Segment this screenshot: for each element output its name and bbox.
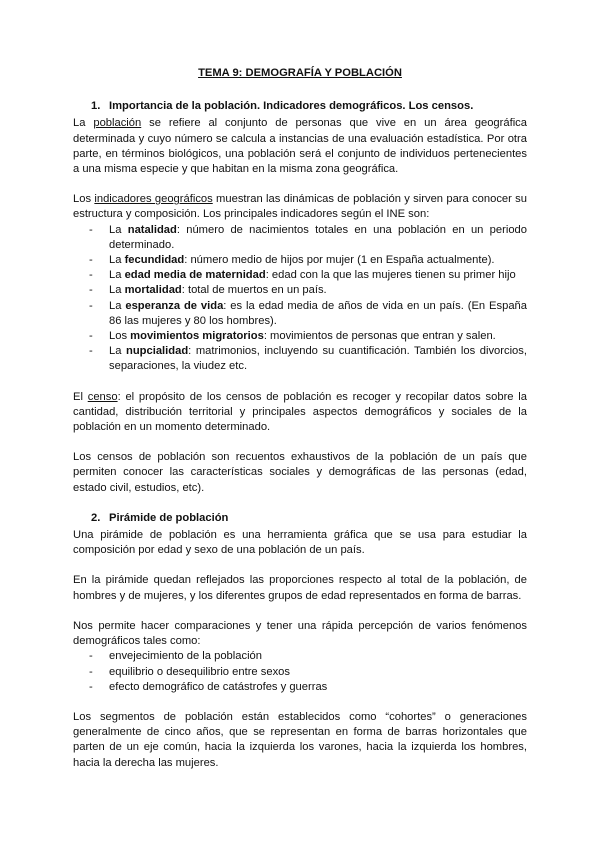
text-fragment: La [73,117,94,130]
list-item [73,665,527,680]
term-poblacion: población [93,117,142,130]
page-title: TEMA 9: DEMOGRAFÍA Y POBLACIÓN [198,67,402,79]
indicator-description: : es la edad media de años de vida en un país. (En España 86 las mujeres y 80 los hombres). [109,299,527,327]
bullet-dash: - [89,650,93,663]
indicator-term: edad media de maternidad [124,269,266,282]
list-item [73,253,527,268]
list-item [73,223,527,253]
paragraph-piramide-def: Una pirámide de población es una herramienta gráfica que se usa para estudiar la composición por edad y sexo de una población de un país. [73,529,527,557]
section-2-heading-text: Pirámide de población [109,511,229,524]
list-item-text: efecto demográfico de catástrofes y guerras [109,680,328,693]
indicator-description: : matrimonios, incluyendo su cuantificación. También los divorcios, separaciones, la viudez etc. [109,345,527,373]
indicator-description: : edad con la que las mujeres tienen su primer hijo [265,269,516,282]
list-item-text: envejecimiento de la población [109,650,262,663]
bullet-dash: - [89,254,93,267]
text-fragment: muestran las dinámicas de población y sirven para conocer su estructura y composición. Los principales indicadores según el INE son: [73,193,527,221]
indicator-term: movimientos migratorios [130,330,264,343]
bullet-dash: - [89,299,93,312]
indicator-description: : total de muertos en un país. [181,284,327,297]
list-item [73,329,527,344]
section-1-heading-text: Importancia de la población. Indicadores demográficos. Los censos. [109,100,474,113]
paragraph-cohortes: Los segmentos de población están establecidos como “cohortes” o generaciones generalmente de cinco años, que se representan en forma de barras horizontales que parten de un eje común, hacia la izquierda los varones, hacia la izquierda los hombres, hacia la derecha las mujeres. [73,710,527,769]
section-1-number: 1. [91,100,101,113]
text-fragment: La [109,254,125,267]
section-1-heading [73,99,527,114]
text-fragment: Los [73,193,95,206]
bullet-dash: - [89,665,93,678]
list-item [73,649,527,664]
indicator-list [73,223,527,375]
paragraph-comparaciones: Nos permite hacer comparaciones y tener una rápida percepción de varios fenómenos demográficos tales como: [73,619,527,648]
bullet-dash: - [89,284,93,297]
text-fragment: La [109,269,125,282]
paragraph-censo [73,390,527,436]
bullet-dash: - [89,269,93,282]
section-2-heading [73,511,527,526]
indicator-term: nupcialidad [126,345,189,358]
list-item [73,344,527,374]
paragraph-piramide-proporciones: En la pirámide quedan reflejados las proporciones respecto al total de la población, de hombres y de mujeres, y los diferentes grupos de edad representados en forma de barras. [73,574,527,602]
paragraph-indicadores [73,192,527,222]
document-page [73,66,527,786]
paragraph-poblacion [73,116,527,177]
bullet-dash: - [89,330,93,343]
phenomena-list [73,649,527,695]
indicator-term: mortalidad [124,284,182,297]
list-item [73,680,527,695]
text-fragment: El [73,390,88,403]
bullet-dash: - [89,680,93,693]
indicator-term: esperanza de vida [125,299,224,312]
text-fragment: : el propósito de los censos de población es recoger y recopilar datos sobre la cantidad, distribución territorial y principales aspectos demográficos y sociales de la población en un momento determinado. [73,390,527,434]
text-fragment: se refiere al conjunto de personas que vive en un área geográfica determinada y cuyo número se calcula a instancias de una evaluación estadística. Por otra parte, en términos biológicos, una población será el conjunto de individuos pertenecientes a una misma especie y que habitan en la misma zona geográfica. [73,117,527,176]
text-fragment: La [109,299,126,312]
indicator-description: : número medio de hijos por mujer (1 en España actualmente). [184,254,495,267]
list-item-text: equilibrio o desequilibrio entre sexos [109,665,290,678]
indicator-description: : movimientos de personas que entran y salen. [263,330,496,343]
text-fragment: La [109,284,125,297]
paragraph-censos-recuentos: Los censos de población son recuentos exhaustivos de la población de un país que permiten conocer las características sociales y demográficas de las personas (edad, estado civil, estudios, etc). [73,451,527,494]
list-item [73,283,527,298]
indicator-term: natalidad [127,223,177,236]
bullet-dash: - [89,223,93,236]
section-2-number: 2. [91,511,101,524]
list-item [73,268,527,283]
indicator-term: fecundidad [124,254,185,267]
term-censo: censo [87,390,118,403]
bullet-dash: - [89,345,93,358]
term-indicadores: indicadores geográficos [94,193,213,206]
text-fragment: La [109,223,128,236]
text-fragment: Los [109,330,131,343]
text-fragment: La [109,345,126,358]
indicator-description: : número de nacimientos totales en una población en un periodo determinado. [109,223,527,251]
list-item [73,299,527,329]
